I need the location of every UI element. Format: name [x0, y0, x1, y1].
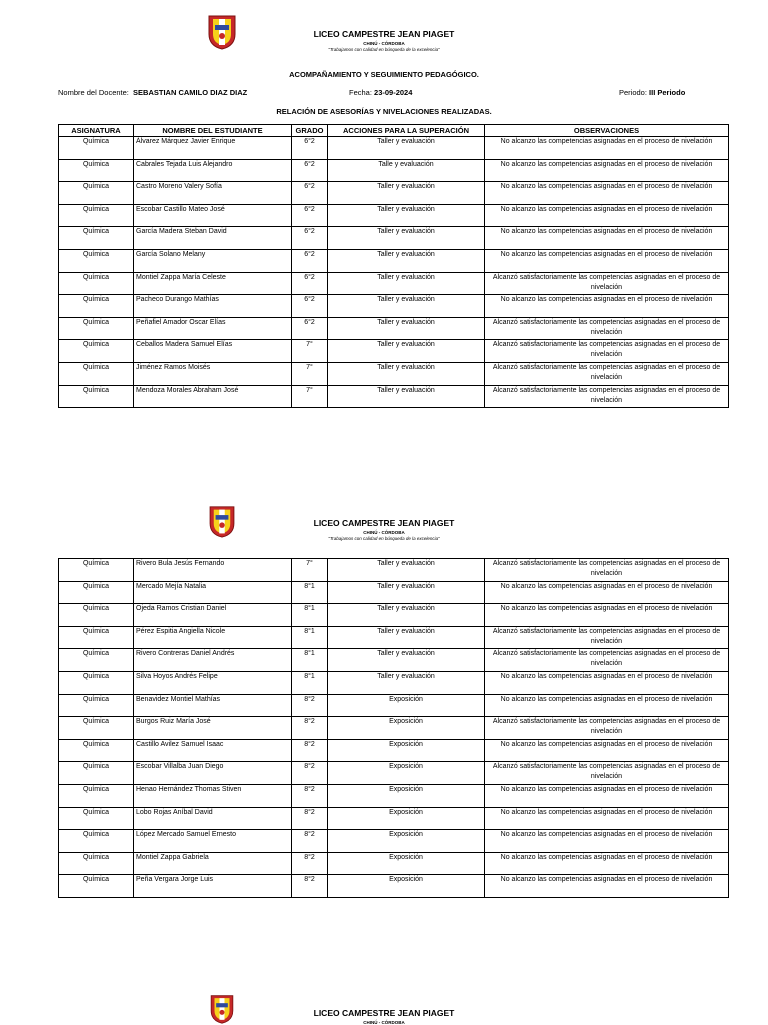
- school-city: CHINÚ - CÓRDOBA: [363, 41, 405, 46]
- grade-cell: 6°2: [292, 204, 328, 227]
- grade-cell: 7°: [292, 340, 328, 363]
- action-cell: Taller y evaluación: [328, 249, 485, 272]
- table-row: [59, 182, 729, 205]
- observation-cell: Alcanzó satisfactoriamente las competencias asignadas en el proceso de nivelación: [485, 559, 729, 582]
- student-name-cell: Silva Hoyos Andrés Felipe: [134, 671, 292, 694]
- grade-cell: 8°2: [292, 875, 328, 898]
- action-cell: Taller y evaluación: [328, 604, 485, 627]
- grade-cell: 6°2: [292, 272, 328, 295]
- table-row: [59, 671, 729, 694]
- action-cell: Exposición: [328, 852, 485, 875]
- action-cell: Taller y evaluación: [328, 626, 485, 649]
- action-cell: Taller y evaluación: [328, 295, 485, 318]
- school-name: LICEO CAMPESTRE JEAN PIAGET: [313, 1008, 455, 1018]
- student-name-cell: García Solano Melany: [134, 249, 292, 272]
- header-subject: ASIGNATURA: [59, 125, 134, 137]
- grade-cell: 8°2: [292, 830, 328, 853]
- table-row: [59, 626, 729, 649]
- school-name: LICEO CAMPESTRE JEAN PIAGET: [313, 518, 455, 528]
- grade-cell: 8°1: [292, 604, 328, 627]
- observation-cell: No alcanzo las competencias asignadas en el proceso de nivelación: [485, 295, 729, 318]
- observation-cell: No alcanzo las competencias asignadas en el proceso de nivelación: [485, 182, 729, 205]
- action-cell: Taller y evaluación: [328, 559, 485, 582]
- grade-cell: 8°1: [292, 671, 328, 694]
- observation-cell: Alcanzó satisfactoriamente las competencias asignadas en el proceso de nivelación: [485, 762, 729, 785]
- subject-cell: Química: [59, 830, 134, 853]
- student-name-cell: Benavidez Montiel Mathías: [134, 694, 292, 717]
- observation-cell: Alcanzó satisfactoriamente las competencias asignadas en el proceso de nivelación: [485, 626, 729, 649]
- observation-cell: No alcanzo las competencias asignadas en el proceso de nivelación: [485, 204, 729, 227]
- observation-cell: Alcanzó satisfactoriamente las competencias asignadas en el proceso de nivelación: [485, 385, 729, 408]
- action-cell: Taller y evaluación: [328, 204, 485, 227]
- subject-cell: Química: [59, 762, 134, 785]
- grade-cell: 6°2: [292, 182, 328, 205]
- table-row: [59, 649, 729, 672]
- header-observations: OBSERVACIONES: [485, 125, 729, 137]
- date-field: [349, 88, 412, 97]
- school-motto: "Trabajamos con calidad en búsqueda de la excelencia": [328, 536, 440, 541]
- table-row: [59, 295, 729, 318]
- action-cell: Exposición: [328, 830, 485, 853]
- grade-cell: 6°2: [292, 159, 328, 182]
- grade-cell: 8°2: [292, 739, 328, 762]
- table-row: [59, 875, 729, 898]
- grade-cell: 7°: [292, 362, 328, 385]
- table-row: [59, 739, 729, 762]
- table-row: [59, 227, 729, 250]
- student-name-cell: Peñafiel Amador Oscar Elías: [134, 317, 292, 340]
- table-row: [59, 694, 729, 717]
- student-name-cell: Ojeda Ramos Cristian Daniel: [134, 604, 292, 627]
- student-name-cell: Jiménez Ramos Moisés: [134, 362, 292, 385]
- table-row: [59, 159, 729, 182]
- student-name-cell: Escobar Villalba Juan Diego: [134, 762, 292, 785]
- subject-cell: Química: [59, 204, 134, 227]
- subject-cell: Química: [59, 249, 134, 272]
- grade-cell: 8°2: [292, 784, 328, 807]
- action-cell: Exposición: [328, 717, 485, 740]
- action-cell: Exposición: [328, 807, 485, 830]
- student-name-cell: Mendoza Morales Abraham José: [134, 385, 292, 408]
- header-actions: ACCIONES PARA LA SUPERACIÓN: [328, 125, 485, 137]
- subject-cell: Química: [59, 626, 134, 649]
- table-header-row: [59, 125, 729, 137]
- grade-cell: 8°2: [292, 852, 328, 875]
- observation-cell: Alcanzó satisfactoriamente las competencias asignadas en el proceso de nivelación: [485, 717, 729, 740]
- student-name-cell: Mercado Mejía Natalia: [134, 581, 292, 604]
- observation-cell: No alcanzo las competencias asignadas en el proceso de nivelación: [485, 581, 729, 604]
- observation-cell: No alcanzo las competencias asignadas en el proceso de nivelación: [485, 604, 729, 627]
- subject-cell: Química: [59, 272, 134, 295]
- student-name-cell: López Mercado Samuel Ernesto: [134, 830, 292, 853]
- table-row: [59, 784, 729, 807]
- teacher-label: Nombre del Docente:: [58, 88, 129, 97]
- student-name-cell: Pérez Espitia Angiella Nicole: [134, 626, 292, 649]
- grade-cell: 7°: [292, 385, 328, 408]
- student-name-cell: Ceballos Madera Samuel Elías: [134, 340, 292, 363]
- action-cell: Taller y evaluación: [328, 340, 485, 363]
- action-cell: Taller y evaluación: [328, 227, 485, 250]
- action-cell: Taller y evaluación: [328, 385, 485, 408]
- action-cell: Taller y evaluación: [328, 671, 485, 694]
- table-row: [59, 362, 729, 385]
- subject-cell: Química: [59, 671, 134, 694]
- student-name-cell: Peña Vergara Jorge Luis: [134, 875, 292, 898]
- grade-cell: 8°2: [292, 717, 328, 740]
- school-name: LICEO CAMPESTRE JEAN PIAGET: [313, 29, 455, 39]
- observation-cell: No alcanzo las competencias asignadas en el proceso de nivelación: [485, 875, 729, 898]
- observation-cell: No alcanzo las competencias asignadas en el proceso de nivelación: [485, 739, 729, 762]
- grade-cell: 6°2: [292, 249, 328, 272]
- table-row: [59, 272, 729, 295]
- subject-cell: Química: [59, 739, 134, 762]
- subject-cell: Química: [59, 227, 134, 250]
- action-cell: Taller y evaluación: [328, 272, 485, 295]
- action-cell: Taller y evaluación: [328, 649, 485, 672]
- student-name-cell: Montiel Zappa Gabriela: [134, 852, 292, 875]
- teacher-value: SEBASTIAN CAMILO DIAZ DIAZ: [133, 88, 248, 97]
- action-cell: Taller y evaluación: [328, 137, 485, 160]
- action-cell: Exposición: [328, 784, 485, 807]
- observation-cell: No alcanzo las competencias asignadas en el proceso de nivelación: [485, 227, 729, 250]
- grade-cell: 6°2: [292, 137, 328, 160]
- subject-cell: Química: [59, 295, 134, 318]
- observation-cell: Alcanzó satisfactoriamente las competencias asignadas en el proceso de nivelación: [485, 317, 729, 340]
- table-row: [59, 581, 729, 604]
- student-name-cell: Montiel Zappa María Celeste: [134, 272, 292, 295]
- observation-cell: No alcanzo las competencias asignadas en el proceso de nivelación: [485, 137, 729, 160]
- period-field: [619, 88, 685, 97]
- student-name-cell: Cabrales Tejada Luis Alejandro: [134, 159, 292, 182]
- table-row: [59, 717, 729, 740]
- observation-cell: No alcanzo las competencias asignadas en el proceso de nivelación: [485, 852, 729, 875]
- grade-cell: 8°2: [292, 762, 328, 785]
- period-label: Periodo:: [619, 88, 647, 97]
- grade-cell: 8°1: [292, 649, 328, 672]
- action-cell: Taller y evaluación: [328, 317, 485, 340]
- header-grade: GRADO: [292, 125, 328, 137]
- action-cell: Exposición: [328, 762, 485, 785]
- date-label: Fecha:: [349, 88, 372, 97]
- table-row: [59, 204, 729, 227]
- grade-cell: 8°2: [292, 694, 328, 717]
- action-cell: Taller y evaluación: [328, 362, 485, 385]
- table-row: [59, 317, 729, 340]
- subject-cell: Química: [59, 604, 134, 627]
- table-row: [59, 137, 729, 160]
- grade-cell: 6°2: [292, 317, 328, 340]
- nivelaciones-table-page-1: [58, 124, 729, 408]
- subject-cell: Química: [59, 182, 134, 205]
- subject-cell: Química: [59, 317, 134, 340]
- document-subtitle: RELACIÓN DE ASESORÍAS Y NIVELACIONES REALIZADAS.: [276, 107, 492, 116]
- grade-cell: 6°2: [292, 227, 328, 250]
- table-row: [59, 340, 729, 363]
- observation-cell: No alcanzo las competencias asignadas en el proceso de nivelación: [485, 671, 729, 694]
- table-row: [59, 762, 729, 785]
- table-row: [59, 385, 729, 408]
- subject-cell: Química: [59, 649, 134, 672]
- grade-cell: 8°1: [292, 581, 328, 604]
- grade-cell: 8°1: [292, 626, 328, 649]
- subject-cell: Química: [59, 362, 134, 385]
- observation-cell: No alcanzo las competencias asignadas en el proceso de nivelación: [485, 159, 729, 182]
- student-name-cell: Lobo Rojas Aníbal David: [134, 807, 292, 830]
- subject-cell: Química: [59, 694, 134, 717]
- subject-cell: Química: [59, 385, 134, 408]
- table-row: [59, 604, 729, 627]
- student-name-cell: Álvarez Márquez Javier Enrique: [134, 137, 292, 160]
- teacher-field: [58, 88, 247, 97]
- observation-cell: No alcanzo las competencias asignadas en el proceso de nivelación: [485, 784, 729, 807]
- grade-cell: 8°2: [292, 807, 328, 830]
- date-value: 23-09-2024: [374, 88, 413, 97]
- nivelaciones-table-page-2: [58, 558, 729, 898]
- student-name-cell: Castillo Avilez Samuel Isaac: [134, 739, 292, 762]
- table-row: [59, 852, 729, 875]
- observation-cell: Alcanzó satisfactoriamente las competencias asignadas en el proceso de nivelación: [485, 272, 729, 295]
- subject-cell: Química: [59, 852, 134, 875]
- grade-cell: 6°2: [292, 295, 328, 318]
- school-city: CHINÚ - CÓRDOBA: [363, 1020, 405, 1025]
- observation-cell: No alcanzo las competencias asignadas en el proceso de nivelación: [485, 694, 729, 717]
- student-name-cell: Rivero Bula Jesús Fernando: [134, 559, 292, 582]
- subject-cell: Química: [59, 559, 134, 582]
- header-student: NOMBRE DEL ESTUDIANTE: [134, 125, 292, 137]
- action-cell: Exposición: [328, 739, 485, 762]
- school-city: CHINÚ - CÓRDOBA: [363, 530, 405, 535]
- student-name-cell: Castro Moreno Valery Sofía: [134, 182, 292, 205]
- student-name-cell: Henao Hernández Thomas Stiven: [134, 784, 292, 807]
- observation-cell: No alcanzo las competencias asignadas en el proceso de nivelación: [485, 249, 729, 272]
- observation-cell: No alcanzo las competencias asignadas en el proceso de nivelación: [485, 807, 729, 830]
- subject-cell: Química: [59, 875, 134, 898]
- table-row: [59, 559, 729, 582]
- action-cell: Exposición: [328, 694, 485, 717]
- action-cell: Exposición: [328, 875, 485, 898]
- subject-cell: Química: [59, 807, 134, 830]
- student-name-cell: Burgos Ruiz María José: [134, 717, 292, 740]
- subject-cell: Química: [59, 159, 134, 182]
- action-cell: Taller y evaluación: [328, 581, 485, 604]
- period-value: III Periodo: [649, 88, 686, 97]
- document-title: ACOMPAÑAMIENTO Y SEGUIMIENTO PEDAGÓGICO.: [289, 70, 479, 79]
- table-body-page-1: [59, 137, 729, 408]
- subject-cell: Química: [59, 717, 134, 740]
- student-name-cell: Escobar Castillo Mateo José: [134, 204, 292, 227]
- observation-cell: Alcanzó satisfactoriamente las competencias asignadas en el proceso de nivelación: [485, 649, 729, 672]
- student-name-cell: García Madera Steban David: [134, 227, 292, 250]
- action-cell: Talle y evaluación: [328, 159, 485, 182]
- subject-cell: Química: [59, 784, 134, 807]
- table-row: [59, 830, 729, 853]
- grade-cell: 7°: [292, 559, 328, 582]
- table-row: [59, 807, 729, 830]
- school-motto: "Trabajamos con calidad en búsqueda de la excelencia": [328, 47, 440, 52]
- observation-cell: No alcanzo las competencias asignadas en el proceso de nivelación: [485, 830, 729, 853]
- subject-cell: Química: [59, 340, 134, 363]
- table-body-page-2: [59, 559, 729, 898]
- subject-cell: Química: [59, 137, 134, 160]
- subject-cell: Química: [59, 581, 134, 604]
- student-name-cell: Pacheco Durango Mathías: [134, 295, 292, 318]
- observation-cell: Alcanzó satisfactoriamente las competencias asignadas en el proceso de nivelación: [485, 340, 729, 363]
- table-row: [59, 249, 729, 272]
- student-name-cell: Rivero Contreras Daniel Andrés: [134, 649, 292, 672]
- observation-cell: Alcanzó satisfactoriamente las competencias asignadas en el proceso de nivelación: [485, 362, 729, 385]
- action-cell: Taller y evaluación: [328, 182, 485, 205]
